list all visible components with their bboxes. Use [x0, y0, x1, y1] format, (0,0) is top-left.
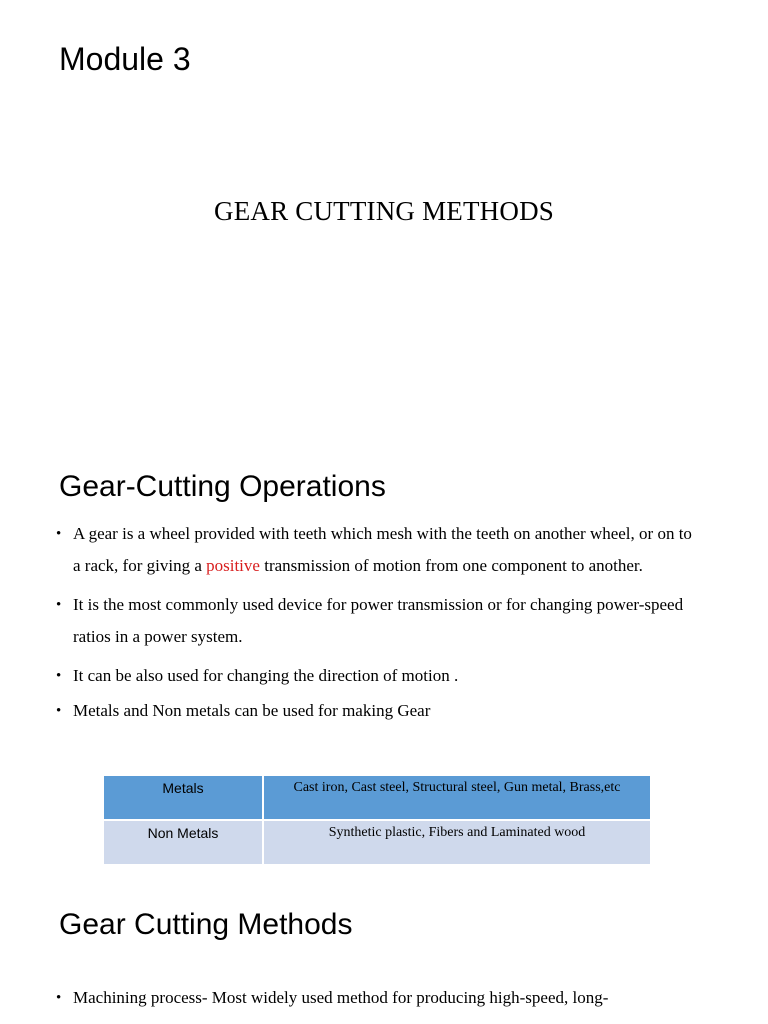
material-examples-cell: Cast iron, Cast steel, Structural steel, Gun metal, Brass,etc — [263, 776, 650, 820]
highlight-word-positive: positive — [206, 556, 260, 575]
bullet-direction-change: • It can be also used for changing the direction of motion . — [56, 660, 696, 692]
gear-operations-bullet-list — [56, 518, 696, 727]
section-heading-gear-cutting-methods: Gear Cutting Methods — [59, 908, 353, 941]
material-examples-cell: Synthetic plastic, Fibers and Laminated wood — [263, 820, 650, 864]
main-title: GEAR CUTTING METHODS — [214, 196, 554, 226]
module-title: Module 3 — [59, 41, 191, 77]
material-type-cell: Metals — [104, 776, 263, 820]
section-heading-gear-cutting-operations: Gear-Cutting Operations — [59, 470, 386, 503]
bullet-gear-materials: • Metals and Non metals can be used for making Gear — [56, 695, 696, 727]
bullet-text-pre: A gear is a wheel provided with teeth which mesh with the teeth on another wheel, or on to a rack, for giving a — [73, 524, 692, 575]
table-row — [104, 820, 650, 864]
bullet-machining-process: • Machining process- Most widely used method for producing high-speed, long- — [56, 982, 696, 1014]
material-type-cell: Non Metals — [104, 820, 263, 864]
table-row — [104, 776, 650, 820]
materials-table — [104, 776, 650, 864]
gear-methods-bullet-list — [56, 982, 696, 1014]
bullet-power-transmission: • It is the most commonly used device for power transmission or for changing power-speed ratios in a power system. — [56, 589, 696, 653]
bullet-text-post: transmission of motion from one component to another. — [259, 556, 643, 575]
bullet-gear-definition — [56, 518, 696, 582]
